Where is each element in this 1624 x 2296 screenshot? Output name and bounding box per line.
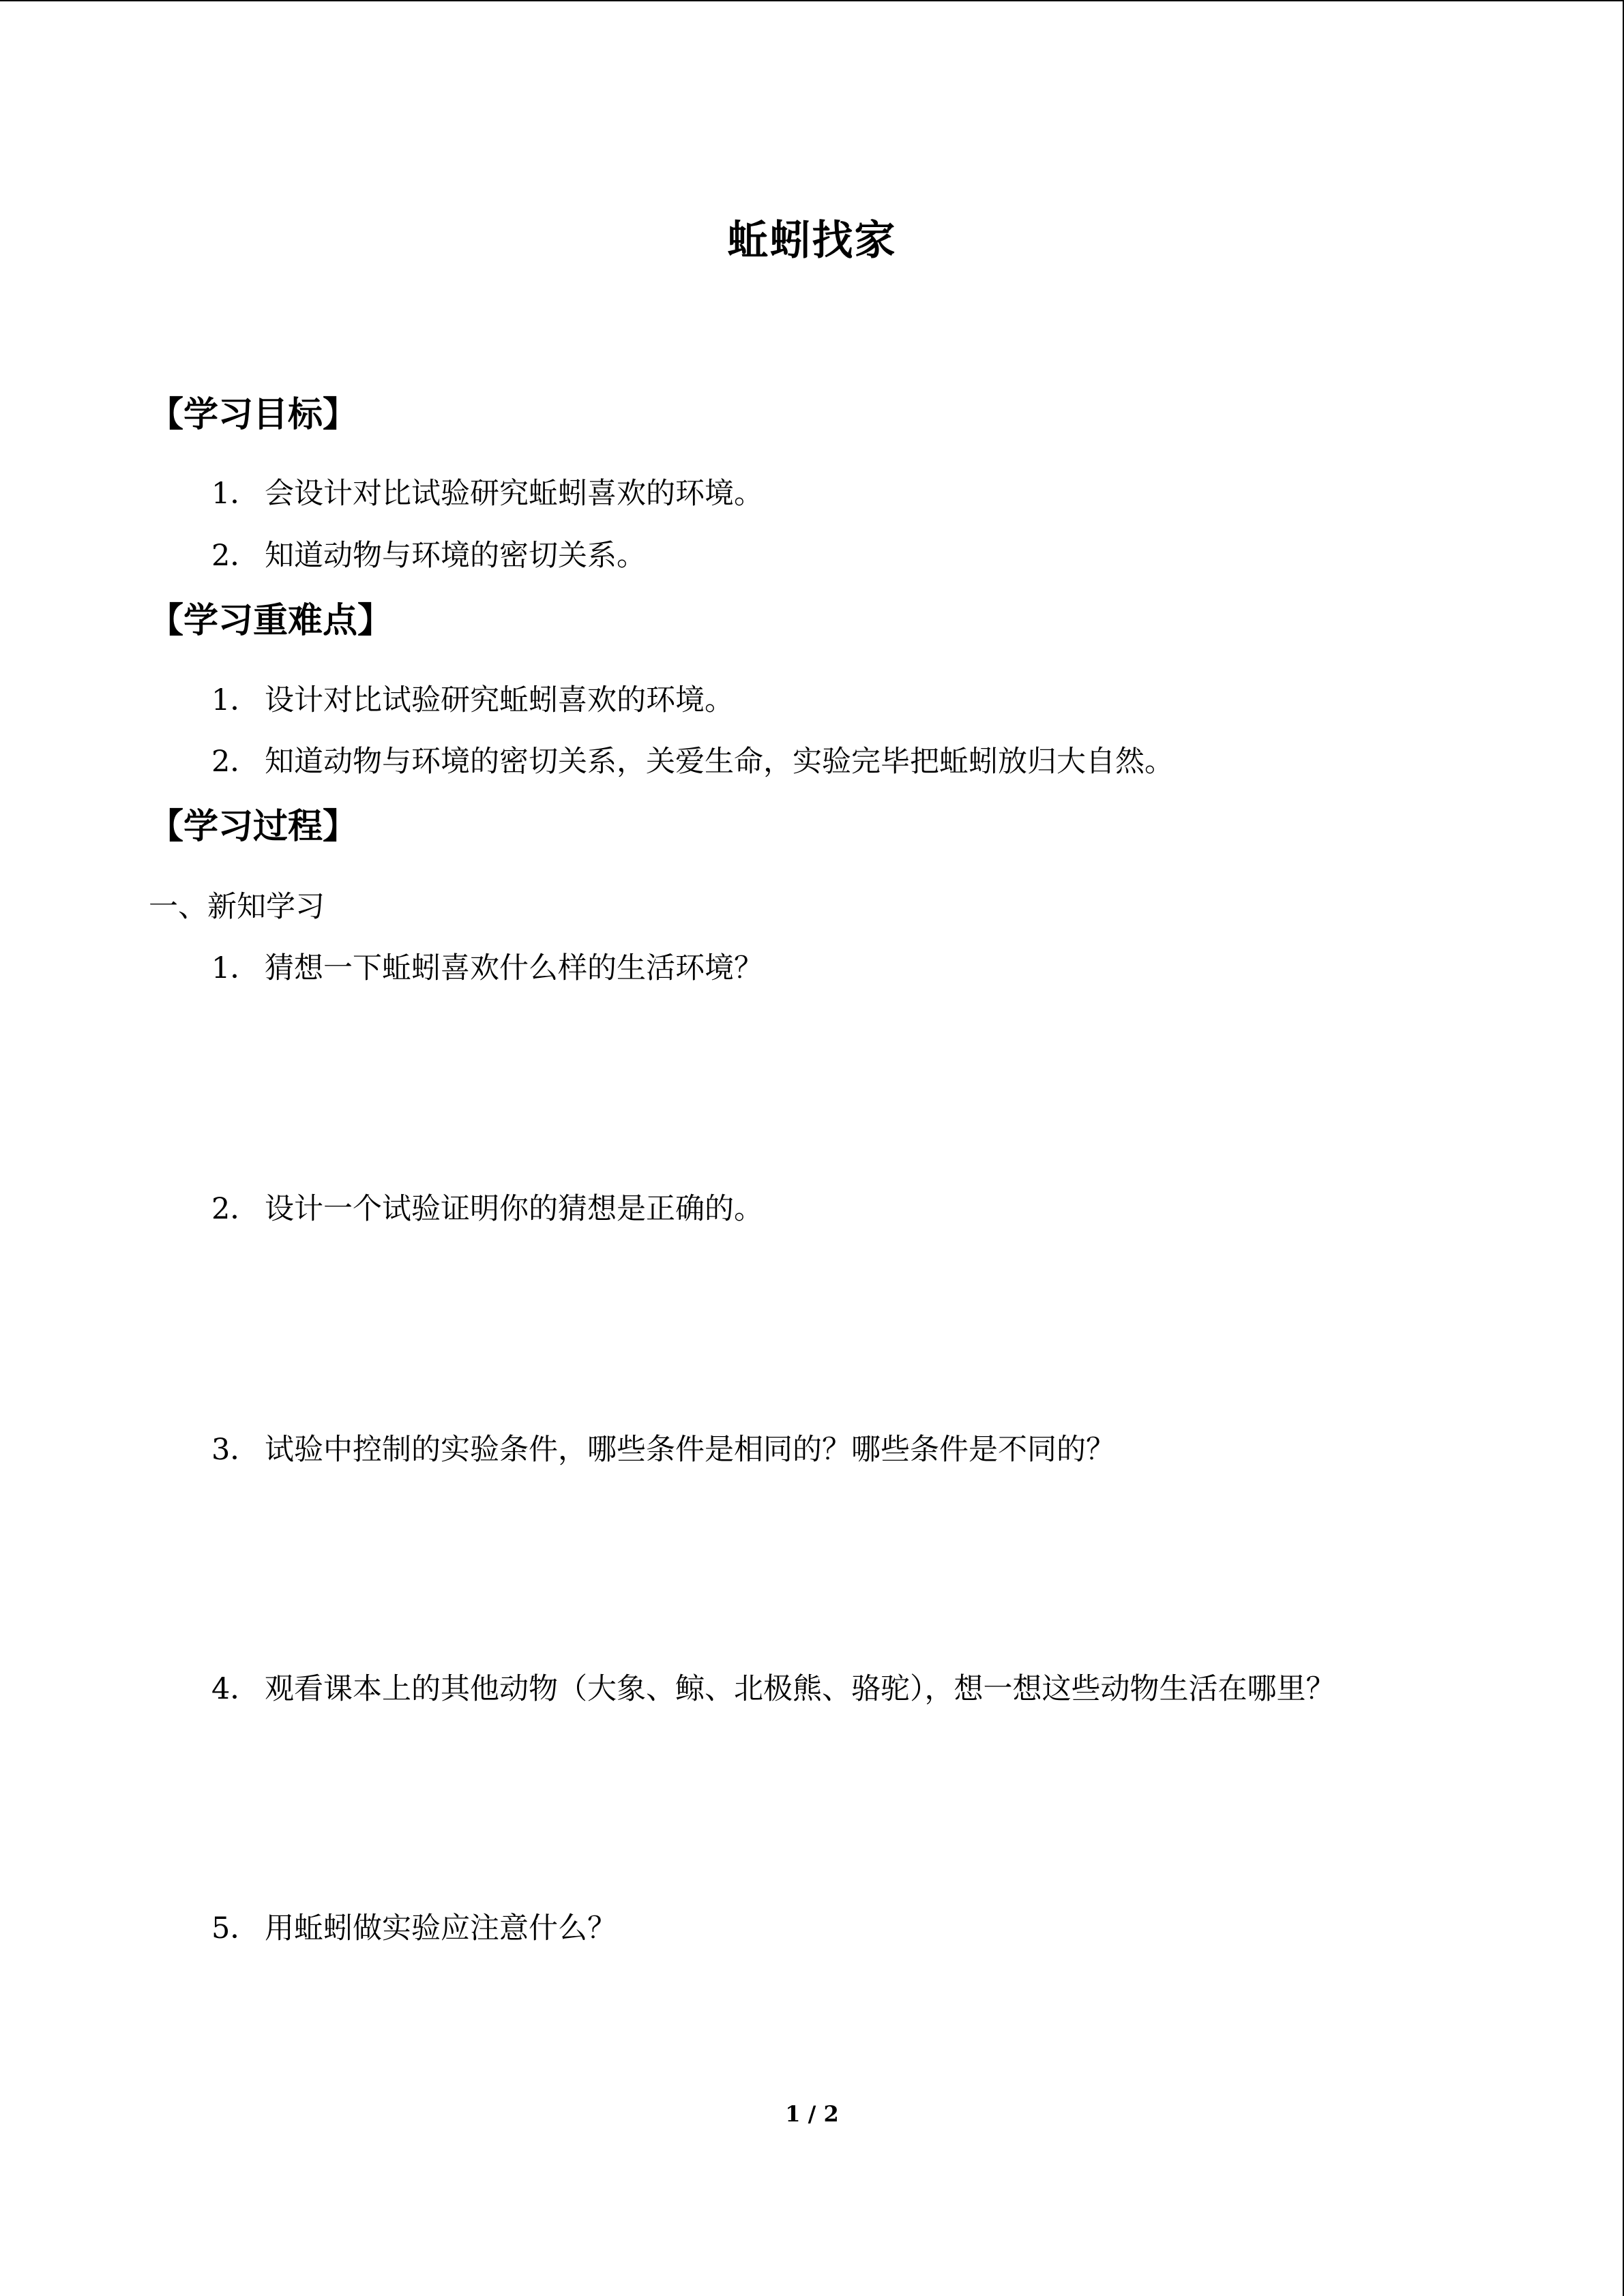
item-number: 1． (211, 477, 260, 511)
item-text: 知道动物与环境的密切关系，关爱生命，实验完毕把蚯蚓放归大自然。 (265, 745, 1174, 779)
objective-item (211, 533, 646, 578)
item-text: 用蚯蚓做实验应注意什么？ (265, 1911, 617, 1945)
item-number: 5． (211, 1911, 260, 1945)
section-heading-key-points: 【学习重难点】 (149, 600, 393, 641)
item-number: 3． (211, 1433, 260, 1467)
key-point-item (211, 739, 1174, 784)
subsection-heading-new-knowledge: 一、新知学习 (149, 890, 325, 924)
page-number: 1 / 2 (785, 2101, 839, 2127)
question-item (211, 946, 763, 991)
question-item (211, 1427, 1115, 1472)
key-point-item (211, 678, 734, 723)
question-item (211, 1187, 763, 1232)
objective-item (211, 471, 763, 516)
question-item (211, 1667, 1335, 1712)
item-number: 4． (211, 1672, 260, 1706)
section-heading-objectives: 【学习目标】 (149, 394, 358, 435)
item-number: 1． (211, 951, 260, 985)
item-text: 设计一个试验证明你的猜想是正确的。 (265, 1192, 763, 1226)
page-title: 蚯蚓找家 (727, 217, 897, 265)
item-text: 观看课本上的其他动物（大象、鲸、北极熊、骆驼），想一想这些动物生活在哪里？ (265, 1672, 1335, 1706)
item-text: 知道动物与环境的密切关系。 (265, 539, 646, 573)
section-heading-process: 【学习过程】 (149, 806, 358, 847)
item-number: 2． (211, 1192, 260, 1226)
item-number: 2． (211, 539, 260, 573)
item-text: 猜想一下蚯蚓喜欢什么样的生活环境？ (265, 951, 763, 985)
item-text: 会设计对比试验研究蚯蚓喜欢的环境。 (265, 477, 763, 511)
question-item (211, 1906, 617, 1951)
item-number: 1． (211, 683, 260, 717)
item-number: 2． (211, 745, 260, 779)
item-text: 设计对比试验研究蚯蚓喜欢的环境。 (265, 683, 734, 717)
item-text: 试验中控制的实验条件，哪些条件是相同的？哪些条件是不同的？ (265, 1433, 1115, 1467)
